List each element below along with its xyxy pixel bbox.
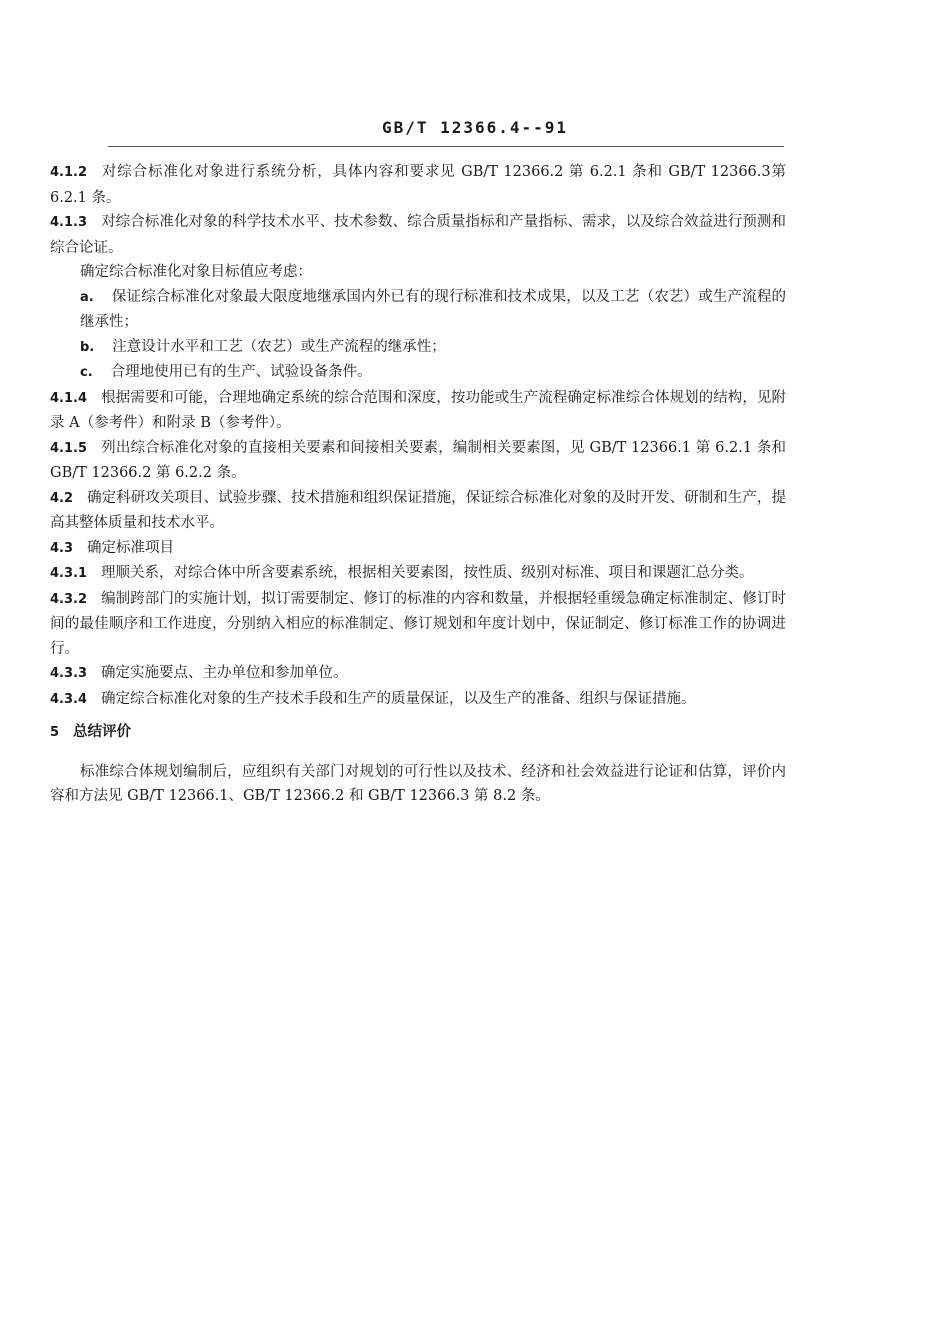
clause-4-3-4 xyxy=(50,687,786,713)
page-header-standard-code: GB/T 12366.4--91 xyxy=(381,118,569,137)
clause-4-1-3 xyxy=(50,210,786,260)
clause-text: 理顺关系，对综合体中所含要素系统，根据相关要素图，按性质、级别对标准、项目和课题汇总分类。 xyxy=(101,565,754,581)
clause-4-1-2 xyxy=(50,160,786,210)
clause-text: 编制跨部门的实施计划，拟订需要制定、修订的标准的内容和数量，并根据轻重缓急确定标准制定、修订时间的最佳顺序和工作进度，分别纳入相应的标准制定、修订规划和年度计划中，保证制定、修订标准工作的协调进行。 xyxy=(50,590,786,657)
clause-4-1-4 xyxy=(50,386,786,436)
clause-text: 列出综合标准化对象的直接相关要素和间接相关要素，编制相关要素图，见 GB/T 12366.1 第 6.2.1 条和 GB/T 12366.2 第 6.2.2 条。 xyxy=(50,439,786,481)
clause-number: 4.3 xyxy=(50,540,74,556)
clause-number: 4.3.2 xyxy=(50,591,88,607)
clause-4-3-3 xyxy=(50,661,786,687)
clause-4-1-5 xyxy=(50,436,786,486)
clause-4-2 xyxy=(50,486,786,536)
clause-number: 4.1.3 xyxy=(50,215,88,230)
clause-number: 4.1.5 xyxy=(50,440,88,456)
clause-text: 确定实施要点、主办单位和参加单位。 xyxy=(101,665,348,681)
clause-text: 确定综合标准化对象的生产技术手段和生产的质量保证，以及生产的准备、组织与保证措施。 xyxy=(101,690,696,707)
clause-number: 4.3.3 xyxy=(50,666,88,681)
document-body xyxy=(50,160,786,809)
clause-number: 4.1.4 xyxy=(50,390,88,406)
list-text: 注意设计水平和工艺（农艺）或生产流程的继承性； xyxy=(112,338,446,355)
list-marker: b. xyxy=(80,339,95,355)
list-marker: a. xyxy=(80,289,94,305)
clause-4-3-1 xyxy=(50,561,786,587)
clause-text: 确定标准项目 xyxy=(87,539,175,556)
clause-text: 确定科研攻关项目、试验步骤、技术措施和组织保证措施，保证综合标准化对象的及时开发、研制和生产，提高其整体质量和技术水平。 xyxy=(50,489,786,531)
list-item-b xyxy=(50,335,786,361)
clause-number: 4.1.2 xyxy=(50,165,88,180)
list-text: 合理地使用已有的生产、试验设备条件。 xyxy=(110,364,372,380)
clause-4-3 xyxy=(50,536,786,562)
clause-number: 4.2 xyxy=(50,490,74,506)
list-text: 保证综合标准化对象最大限度地继承国内外已有的现行标准和技术成果，以及工艺（农艺）或生产流程的继承性； xyxy=(80,288,786,330)
clause-text: 根据需要和可能，合理地确定系统的综合范围和深度，按功能或生产流程确定标准综合体规划的结构，见附录 A（参考件）和附录 B（参考件）。 xyxy=(50,389,786,431)
list-item-a xyxy=(50,285,786,335)
target-considerations-intro: 确定综合标准化对象目标值应考虑： xyxy=(80,264,312,280)
clause-text: 对综合标准化对象进行系统分析，具体内容和要求见 GB/T 12366.2 第 6.2.1 条和 GB/T 12366.3第 6.2.1 条。 xyxy=(50,164,786,206)
section-title: 总结评价 xyxy=(73,724,132,740)
section-5-heading xyxy=(50,720,786,746)
clause-number: 4.3.1 xyxy=(50,566,88,581)
list-item-c xyxy=(50,360,786,386)
clause-number: 4.3.4 xyxy=(50,691,88,707)
list-marker: c. xyxy=(80,365,93,380)
header-divider xyxy=(108,146,784,147)
section-number: 5 xyxy=(50,725,60,740)
clause-4-3-2 xyxy=(50,587,786,662)
section-5-body: 标准综合体规划编制后，应组织有关部门对规划的可行性以及技术、经济和社会效益进行论证和估算，评价内容和方法见 GB/T 12366.1、GB/T 12366.2 和 GB/T 12366.3 第 8.2 条。 xyxy=(50,763,786,804)
clause-text: 对综合标准化对象的科学技术水平、技术参数、综合质量指标和产量指标、需求，以及综合效益进行预测和综合论证。 xyxy=(50,214,786,256)
